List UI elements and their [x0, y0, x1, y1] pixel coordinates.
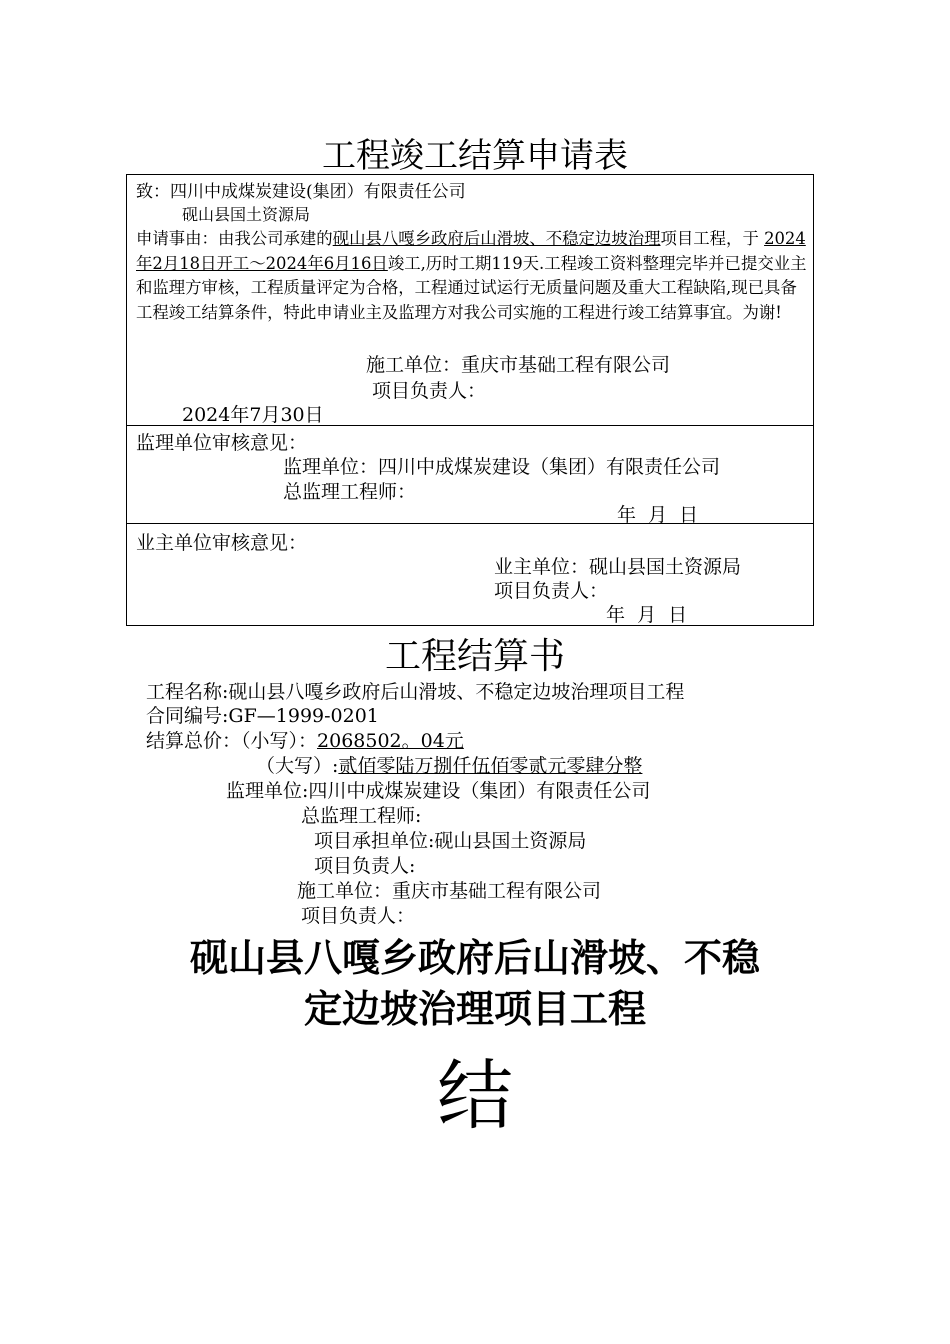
project-name-line: 工程名称:砚山县八嘎乡政府后山滑坡、不稳定边坡治理项目工程 [146, 681, 685, 703]
contractor-unit: 施工单位：重庆市基础工程有限公司 [366, 354, 671, 376]
reason-paragraph: 申请事由：由我公司承建的砚山县八嘎乡政府后山滑坡、不稳定边坡治理项目工程，于 2024年2月18日开工～2024年6月16日竣工,历时工期119天.工程竣工资料整理完毕并已提交业主和监理方审核，工程质量评定为合格，工程通过试运行无质量问题及重大工程缺陷,现已具备工程竣工结算条件，特此申请业主及监理方对我公司实施的工程进行竣工结算事宜。为谢! [136, 229, 807, 322]
project-manager: 项目负责人： [372, 380, 487, 402]
settlement-title: 工程结算书 [384, 636, 565, 677]
cover-big-char: 结 [437, 1051, 513, 1140]
date-blank-2: 年 月 日 [606, 604, 688, 626]
supervisor-line: 监理单位:四川中成煤炭建设（集团）有限责任公司 [226, 780, 651, 802]
manager-line-1: 项目负责人: [314, 855, 416, 877]
undertaker-line: 项目承担单位:砚山县国土资源局 [314, 830, 587, 852]
application-title: 工程竣工结算申请表 [322, 136, 628, 176]
to-line-1: 致：四川中成煤炭建设(集团）有限责任公司 [136, 182, 466, 202]
supervisor-opinion: 监理单位审核意见： [136, 432, 308, 454]
owner-manager: 项目负责人： [494, 580, 609, 602]
contract-number: 合同编号:GF—1999-0201 [146, 705, 379, 727]
total-price-upper: （大写）:贰佰零陆万捌仟伍佰零贰元零肆分整 [256, 755, 643, 777]
period: 2024年2月18日开工～2024年6月16日 [136, 229, 806, 273]
cover-title-line-1: 砚山县八嘎乡政府后山滑坡、不稳 [189, 936, 760, 980]
cover-title-line-2: 定边坡治理项目工程 [303, 987, 646, 1031]
project-name: 砚山县八嘎乡政府后山滑坡、不稳定边坡治理 [332, 229, 661, 248]
contractor-line: 施工单位：重庆市基础工程有限公司 [297, 880, 602, 902]
owner-unit: 业主单位：砚山县国土资源局 [494, 556, 742, 578]
to-line-2: 砚山县国土资源局 [182, 205, 311, 224]
supervisor-unit: 监理单位：四川中成煤炭建设（集团）有限责任公司 [283, 456, 721, 478]
application-date: 2024年7月30日 [182, 404, 324, 426]
manager-line-2: 项目负责人： [301, 905, 416, 927]
total-price-small: 结算总价：（小写）：2068502。04元 [146, 730, 464, 752]
chief-line: 总监理工程师: [301, 805, 422, 827]
date-blank-1: 年 月 日 [617, 504, 699, 526]
chief-engineer: 总监理工程师： [283, 481, 417, 503]
owner-opinion: 业主单位审核意见： [136, 532, 308, 554]
